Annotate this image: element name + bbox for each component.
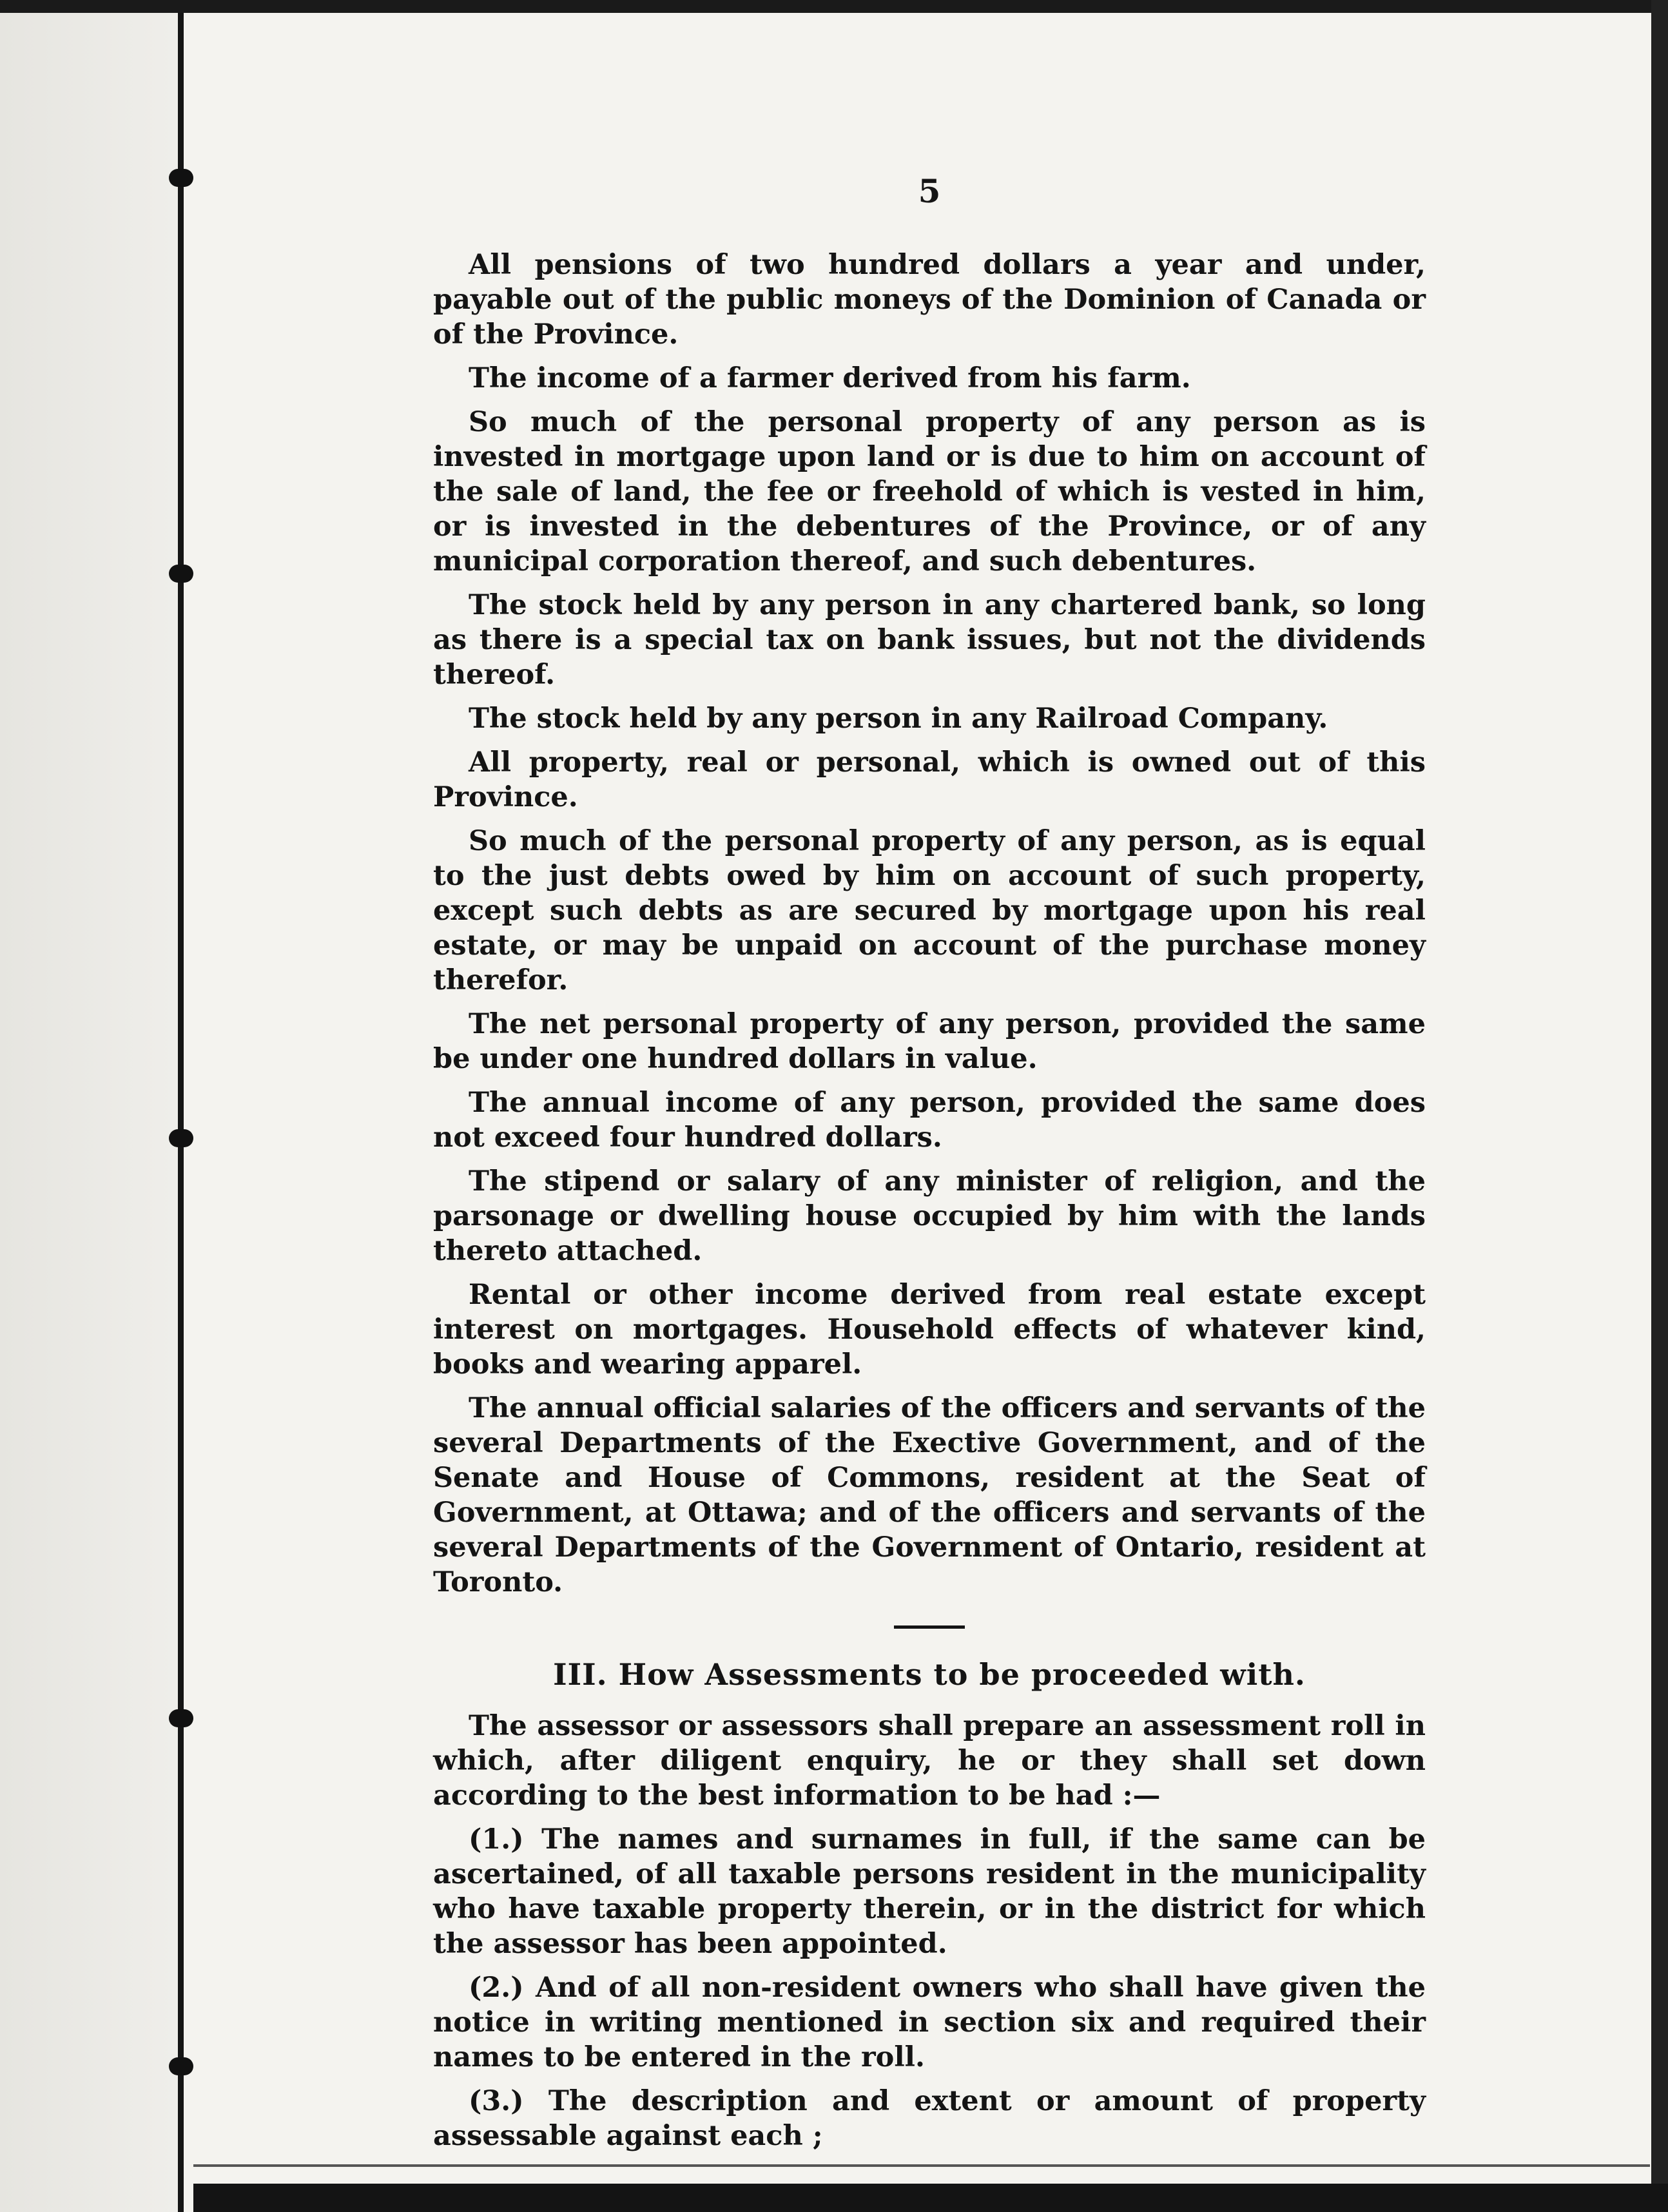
paragraph-mortgage-property: So much of the personal property of any person as is invested in mortgage upon land or is due to him on account of the sale of land, the fee or freehold of which is vested in him, or is invested in the debentures of the Province, or of any municipal corporation thereof, and such debentures.: [433, 406, 1426, 577]
binding-stitch: [169, 1709, 193, 1727]
page-number: 5: [918, 172, 941, 210]
scan-bottom-line: [193, 2164, 1650, 2167]
section-divider: [894, 1625, 965, 1629]
binding-stitch: [169, 565, 193, 583]
paragraph-assessment-roll: The assessor or assessors shall prepare an assessment roll in which, after diligent enquiry, he or they shall set down according to the best information to be had :—: [433, 1710, 1426, 1812]
binding-margin: [0, 0, 178, 2212]
paragraph-property-out-of-province: All property, real or personal, which is owned out of this Province.: [433, 746, 1426, 813]
paragraph-pensions: All pensions of two hundred dollars a year and under, payable out of the public moneys of the Dominion of Canada or of the Province.: [433, 249, 1426, 351]
paragraph-farmer-income: The income of a farmer derived from his farm.: [469, 362, 1191, 394]
scan-top-edge: [0, 0, 1668, 13]
binding-stitch: [169, 2057, 193, 2075]
paragraph-minister-stipend: The stipend or salary of any minister of religion, and the parsonage or dwelling house occupied by him with the lands thereto attached.: [433, 1165, 1426, 1267]
binding-stitch: [169, 169, 193, 187]
paragraph-item-1: (1.) The names and surnames in full, if the same can be ascertained, of all taxable persons resident in the municipality who have taxable property therein, or in the district for which the assessor has been appointed.: [433, 1823, 1426, 1960]
paragraph-bank-stock: The stock held by any person in any chartered bank, so long as there is a special tax on bank issues, but not the dividends thereof.: [433, 589, 1426, 691]
paragraph-just-debts: So much of the personal property of any person, as is equal to the just debts owed by him on account of such property, except such debts as are secured by mortgage upon his real estate, or may be unpaid on account of the purchase money therefor.: [433, 825, 1426, 996]
binding-edge: [178, 0, 184, 2212]
paragraph-rental-income: Rental or other income derived from real estate except interest on mortgages. Household effects of whatever kind, books and wearing apparel.: [433, 1279, 1426, 1381]
paragraph-annual-income: The annual income of any person, provided the same does not exceed four hundred dollars.: [433, 1087, 1426, 1154]
paragraph-item-3: (3.) The description and extent or amount of property assessable against each ;: [433, 2085, 1426, 2152]
page-content: [433, 174, 1426, 2162]
paragraph-railroad-stock: The stock held by any person in any Railroad Company.: [469, 703, 1328, 735]
paragraph-item-2: (2.) And of all non-resident owners who shall have given the notice in writing mentioned in section six and required their names to be entered in the roll.: [433, 1972, 1426, 2073]
section-heading: III. How Assessments to be proceeded with.: [553, 1657, 1306, 1692]
scan-right-edge: [1651, 0, 1668, 2212]
paragraph-net-personal-property: The net personal property of any person, provided the same be under one hundred dollars in value.: [433, 1008, 1426, 1075]
scan-bottom-edge: [193, 2184, 1668, 2212]
paragraph-official-salaries: The annual official salaries of the officers and servants of the several Departments of the Exective Government, and of the Senate and House of Commons, resident at the Seat of Government, at Ottawa; and of the officers and servants of the several Departments of the Government of Ontario, resident at Toronto.: [433, 1392, 1426, 1598]
binding-stitch: [169, 1129, 193, 1147]
